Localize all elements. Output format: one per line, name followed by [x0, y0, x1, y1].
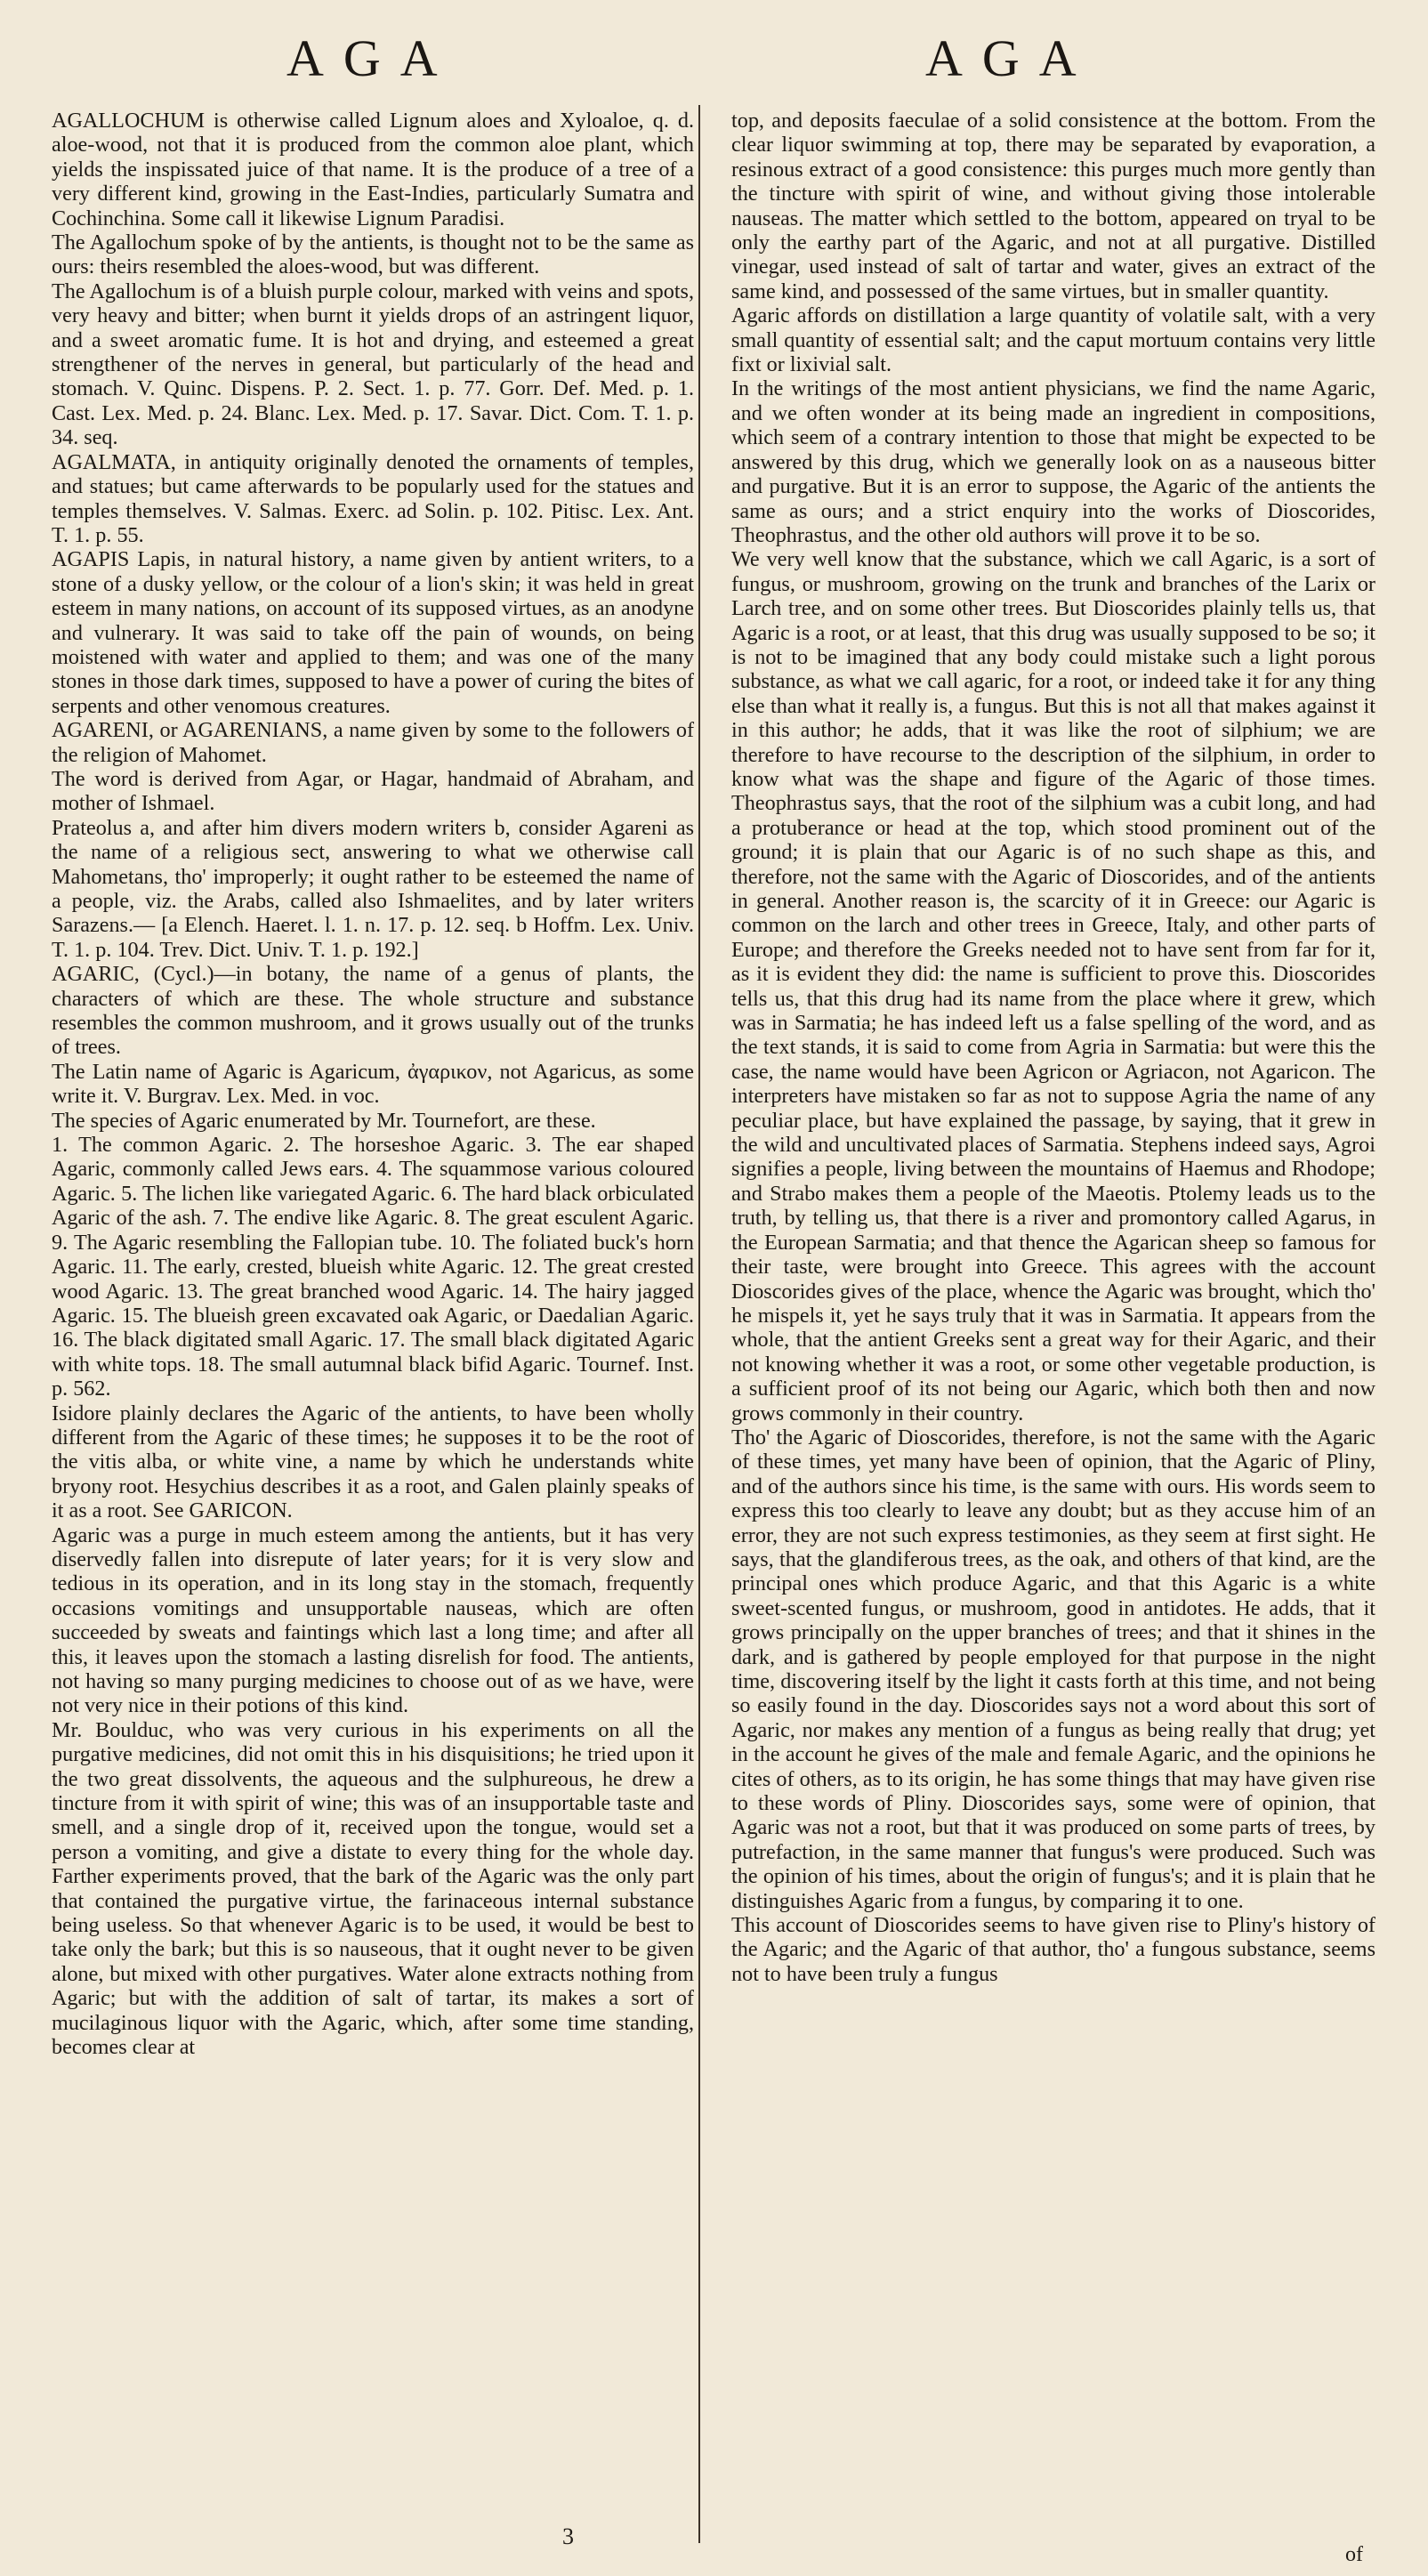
- right-column: [731, 109, 1376, 1986]
- paragraph: Mr. Boulduc, who was very curious in his experiments on all the purgative medicines, did not omit this in his disquisitions; he tried upon it the two great dissolvents, the aqueous and the sulphureous, he drew a tincture from it with spirit of wine; this was of an insupportable taste and smell, and a single drop of it, received upon the tongue, would set a person a vomiting, and give a distate to every thing for the whole day. Farther experiments proved, that the bark of the Agaric was the only part that contained the purgative virtue, the farinaceous internal substance being useless. So that whenever Agaric is to be used, it would be best to take only the bark; but this is so nauseous, that it ought never to be given alone, but mixed with other purgatives. Water alone extracts nothing from Agaric; but with the addition of salt of tartar, its makes a sort of mucilaginous liquor with the Agaric, which, after some time standing, becomes clear at: [52, 1717, 694, 2060]
- paragraph: The word is derived from Agar, or Hagar, handmaid of Abraham, and mother of Ishmael.: [52, 766, 694, 816]
- column-rule: [698, 105, 700, 2543]
- paragraph: The Agallochum is of a bluish purple colour, marked with veins and spots, very heavy and bitter; when burnt it yields drops of an astringent liquor, and a sweet aromatic fume. It is hot and drying, and esteemed a great strengthener of the nerves in general, but particularly of the head and stomach. V. Quinc. Dispens. P. 2. Sect. 1. p. 77. Gorr. Def. Med. p. 1. Cast. Lex. Med. p. 24. Blanc. Lex. Med. p. 17. Savar. Dict. Com. T. 1. p. 34. seq.: [52, 279, 694, 450]
- paragraph: AGARIC, (Cycl.)—in botany, the name of a genus of plants, the characters of which are these. The whole structure and substance resembles the common mushroom, and it grows usually out of the trunks of trees.: [52, 962, 694, 1060]
- paragraph: AGARENI, or AGARENIANS, a name given by some to the followers of the religion of Mahomet.: [52, 718, 694, 767]
- paragraph: The Agallochum spoke of by the antients, is thought not to be the same as ours: theirs resembled the aloes-wood, but was different.: [52, 230, 694, 279]
- left-column: [52, 109, 694, 2060]
- catchword: of: [1345, 2543, 1363, 2566]
- paragraph: Agaric affords on distillation a large quantity of volatile salt, with a very small quantity of essential salt; and the caput mortuum contains very little fixt or lixivial salt.: [731, 303, 1376, 377]
- paragraph: Isidore plainly declares the Agaric of the antients, to have been wholly different from the Agaric of these times; he supposes it to be the root of the vitis alba, or white vine, a name by which he understands white bryony root. Hesychius describes it as a root, and Galen plainly speaks of it as a root. See GARICON.: [52, 1401, 694, 1523]
- running-head-left: AGA: [286, 29, 457, 87]
- paragraph: top, and deposits faeculae of a solid consistence at the bottom. From the clear liquor swimming at top, there may be separated by evaporation, a resinous extract of a good consistence: this purges much more gently than the tincture with spirit of wine, and without giving those intolerable nauseas. The matter which settled to the bottom, appeared on tryal to be only the earthy part of the Agaric, and not at all purgative. Distilled vinegar, used instead of salt of tartar and water, gives an extract of the same kind, and possessed of the same virtues, but in smaller quantity.: [731, 109, 1376, 303]
- paragraph: AGALMATA, in antiquity originally denoted the ornaments of temples, and statues; but came afterwards to be popularly used for the statues and temples themselves. V. Salmas. Exerc. ad Solin. p. 102. Pitisc. Lex. Ant. T. 1. p. 55.: [52, 449, 694, 547]
- paragraph: We very well know that the substance, which we call Agaric, is a sort of fungus, or mushroom, growing on the trunk and branches of the Larix or Larch tree, and on some other trees. But Dioscorides plainly tells us, that Agaric is a root, or at least, that this drug was usually supposed to be so; it is not to be imagined that any body could mistake such a light porous substance, as what we call agaric, for a root, or indeed take it for any thing else than what it really is, a fungus. But this is not all that makes against it in this author; he adds, that it was like the root of silphium; we are therefore to have recourse to the description of the silphium, in order to know what was the shape and figure of the Agaric of those times. Theophrastus says, that the root of the silphium was a cubit long, and had a protuberance or head at the top, which stood prominent out of the ground; it is plain that our Agaric is of no such shape as this, and therefore, not the same with the Agaric of Dioscorides, and of the antients in general. Another reason is, the scarcity of it in Greece: our Agaric is common on the larch and other trees in Greece, Italy, and other parts of Europe; and therefore the Greeks needed not to have sent from far for it, as it is evident they did: the name is sufficient to prove this. Dioscorides tells us, that this drug had its name from the place where it grew, which was in Sarmatia; he has indeed left us a false spelling of the word, and as the text stands, it is said to come from Agria in Sarmatia: but were this the case, the name would have been Agricon or Agriacon, not Agaricon. The interpreters have mistaken so far as not to suppose Agria the name of any peculiar place, but have explained the passage, by saying, that it grew in the wild and uncultivated places of Sarmatia. Stephens indeed says, Agroi signifies a people, living between the mountains of Haemus and Rhodope; and Strabo makes them a people of the Maeotis. Ptolemy leads us to the truth, by telling us, that there is a river and promontory called Agarus, in the European Sarmatia; and that thence the Agarican sheep so famous for their taste, were brought into Greece. This agrees with the account Dioscorides gives of the place, whence the Agaric was brought, which tho' he mispels it, yet he says truly that it was in Sarmatia. It appears from the whole, that the antient Greeks sent a great way for their Agaric, and their not knowing whether it was a root, or some other vegetable production, is a sufficient proof of its not being our Agaric, which both then and now grows commonly in their country.: [731, 547, 1376, 1425]
- paragraph: Prateolus a, and after him divers modern writers b, consider Agareni as the name of a religious sect, answering to what we otherwise call Mahometans, tho' improperly; it ought rather to be esteemed the name of a people, viz. the Arabs, called also Ishmaelites, and by later writers Sarazens.— [a Elench. Haeret. l. 1. n. 17. p. 12. seq. b Hoffm. Lex. Univ. T. 1. p. 104. Trev. Dict. Univ. T. 1. p. 192.]: [52, 815, 694, 962]
- paragraph: In the writings of the most antient physicians, we find the name Agaric, and we often wonder at its being made an ingredient in compositions, which seem of a contrary intention to those that might be expected to be answered by this drug, which we generally look on as a nauseous bitter and purgative. But it is an error to suppose, the Agaric of the antients the same as ours; and a strict enquiry into the works of Dioscorides, Theophrastus, and the other old authors will prove it to be so.: [731, 376, 1376, 547]
- paragraph: This account of Dioscorides seems to have given rise to Pliny's history of the Agaric; and the Agaric of that author, tho' a fungous substance, seems not to have been truly a fungus: [731, 1913, 1376, 1986]
- page-number: 3: [562, 2524, 574, 2549]
- paragraph: 1. The common Agaric. 2. The horseshoe Agaric. 3. The ear shaped Agaric, commonly called Jews ears. 4. The squammose various coloured Agaric. 5. The lichen like variegated Agaric. 6. The hard black orbiculated Agaric of the ash. 7. The endive like Agaric. 8. The great esculent Agaric. 9. The Agaric resembling the Fallopian tube. 10. The foliated buck's horn Agaric. 11. The early, crested, blueish white Agaric. 12. The great crested wood Agaric. 13. The great branched wood Agaric. 14. The hairy jagged Agaric. 15. The blueish green excavated oak Agaric, or Daedalian Agaric. 16. The black digitated small Agaric. 17. The small black digitated Agaric with white tops. 18. The small autumnal black bifid Agaric. Tournef. Inst. p. 562.: [52, 1133, 694, 1401]
- running-head-right: AGA: [925, 29, 1096, 87]
- paragraph: Tho' the Agaric of Dioscorides, therefore, is not the same with the Agaric of these times, yet many have been of opinion, that the Agaric of Pliny, and of the authors since his time, is the same with ours. His words seem to express this too clearly to leave any doubt; but as they accuse him of an error, they are not such express testimonies, as they seem at first sight. He says, that the glandiferous trees, as the oak, and others of that kind, are the principal ones which produce Agaric, and that this Agaric is a white sweet-scented fungus, or mushroom, good in antidotes. He adds, that it grows principally on the upper branches of trees; and that it shines in the dark, and is gathered by people employed for that purpose in the night time, discovering itself by the light it casts forth at this time, and not being so easily found in the day. Dioscorides says not a word about this sort of Agaric, nor makes any mention of a fungus as being really that drug; yet in the account he gives of the male and female Agaric, and the opinions he cites of others, as to its origin, he has some things that may have given rise to these words of Pliny. Dioscorides says, some were of opinion, that Agaric was not a root, but that it was produced on some parts of trees, by putrefaction, in the same manner that fungus's were produced. Such was the opinion of his times, about the origin of fungus's; and it is plain that he distinguishes Agaric from a fungus, by comparing it to one.: [731, 1425, 1376, 1913]
- paragraph: The Latin name of Agaric is Agaricum, ἀγαρικον, not Agaricus, as some write it. V. Burgrav. Lex. Med. in voc.: [52, 1059, 694, 1109]
- paragraph: The species of Agaric enumerated by Mr. Tournefort, are these.: [52, 1108, 596, 1133]
- paragraph: AGAPIS Lapis, in natural history, a name given by antient writers, to a stone of a dusky yellow, or the colour of a lion's skin; it was held in great esteem in many nations, on account of its supposed virtues, as an anodyne and vulnerary. It was said to take off the pain of wounds, on being moistened with water and applied to them; and was one of the many stones in those dark times, supposed to have a power of curing the bites of serpents and other venomous creatures.: [52, 547, 694, 718]
- paragraph: Agaric was a purge in much esteem among the antients, but it has very diservedly fallen into disrepute of later years; for it is very slow and tedious in its operation, and in its long stay in the stomach, frequently occasions vomitings and unsupportable nauseas, which are often succeeded by sweats and faintings which last a long time; and after all this, it leaves upon the stomach a lasting disrelish for food. The antients, not having so many purging medicines to choose out of as we have, were not very nice in their potions of this kind.: [52, 1522, 694, 1718]
- paragraph: AGALLOCHUM is otherwise called Lignum aloes and Xyloaloe, q. d. aloe-wood, not that it is produced from the common aloe plant, which yields the inspissated juice of that name. It is the produce of a tree of a very different kind, growing in the East-Indies, particularly Sumatra and Cochinchina. Some call it likewise Lignum Paradisi.: [52, 109, 694, 230]
